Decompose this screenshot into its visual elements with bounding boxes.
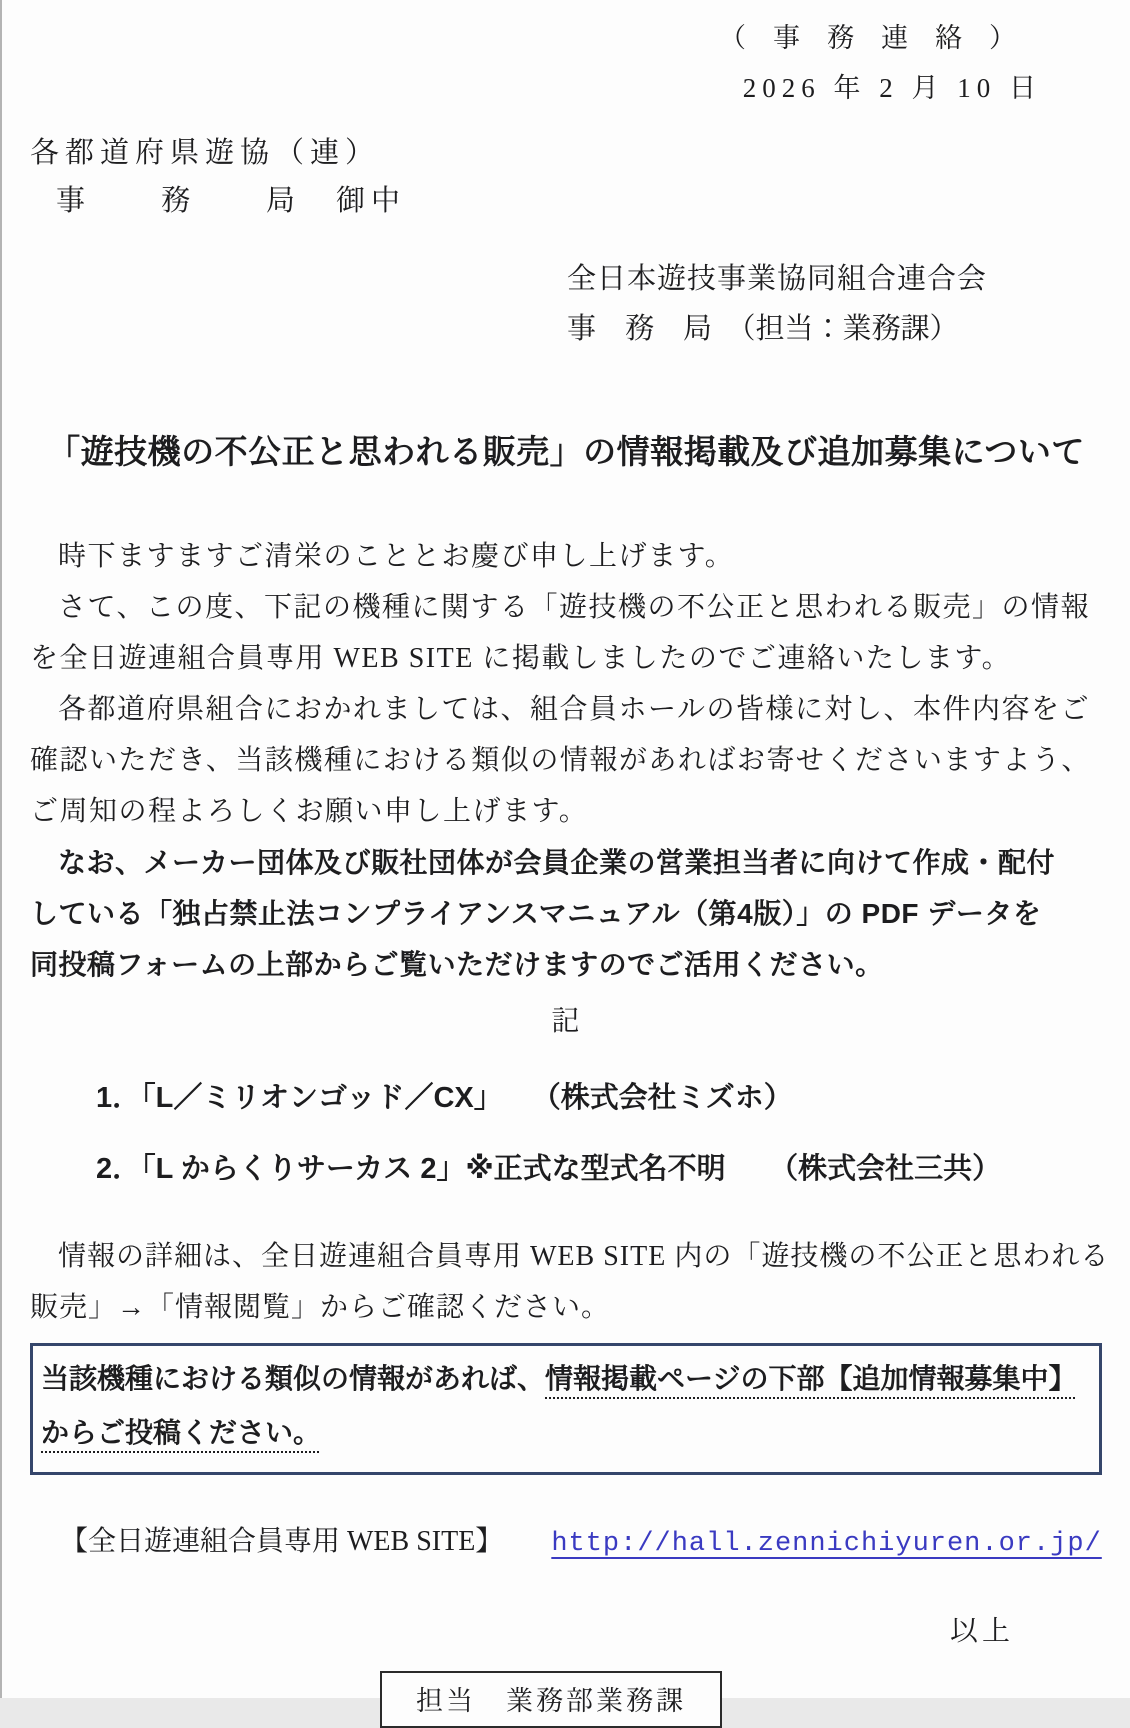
- website-label: 【全日遊連組合員専用 WEB SITE】: [60, 1526, 504, 1557]
- machine-list: [96, 1073, 1102, 1195]
- body-line: 時下ますますご清栄のこととお慶び申し上げます。: [58, 541, 735, 572]
- notice-box-underlined-text: からご投稿ください。: [41, 1417, 322, 1448]
- body-bold-line: している「独占禁止法コンプライアンスマニュアル（第4版）」の PDF データを: [30, 898, 1042, 929]
- detail-line: 販売」→「情報閲覧」からご確認ください。: [30, 1292, 611, 1323]
- body-line: 各都道府県組合におかれましては、組合員ホールの皆様に対し、本件内容をご: [58, 694, 1090, 725]
- machine-list-item: 2．「L からくりサーカス 2」※正式な型式名不明 （株式会社三共）: [96, 1153, 1002, 1185]
- recipient-office: 事 務 局 御中: [56, 185, 407, 217]
- notice-box-pre-text: 当該機種における類似の情報があれば、: [41, 1363, 546, 1394]
- footer-contact-box: 担当 業務部業務課: [380, 1671, 722, 1728]
- sender-dept: 事 務 局 （担当：業務課）: [567, 313, 959, 345]
- ki-record-marker: 記: [551, 1006, 581, 1037]
- notice-box-underlined-text: 情報掲載ページの下部【追加情報募集中】: [545, 1363, 1077, 1394]
- website-link[interactable]: http://hall.zennichiyuren.or.jp/: [551, 1529, 1102, 1559]
- notice-box-line: [41, 1406, 1091, 1460]
- body-line: ご周知の程よろしくお願い申し上げます。: [30, 796, 589, 827]
- detail-line: 情報の詳細は、全日遊連組合員専用 WEB SITE 内の「遊技機の不公正と思われる: [58, 1241, 1110, 1272]
- body-bold-line: なお、メーカー団体及び販社団体が会員企業の営業担当者に向けて作成・配付: [58, 847, 1055, 878]
- notice-box-line: [41, 1352, 1091, 1406]
- sender-block: [567, 258, 1102, 350]
- document-title: 「遊技機の不公正と思われる販売」の情報掲載及び追加募集について: [47, 433, 1085, 470]
- body-bold-line: 同投稿フォームの上部からご覧いただけますのでご活用ください。: [30, 949, 884, 980]
- body-line: 確認いただき、当該機種における類似の情報があればお寄せくださいますよう、: [30, 745, 1091, 776]
- body-line: さて、この度、下記の機種に関する「遊技機の不公正と思われる販売」の情報: [58, 592, 1090, 623]
- document-header: [30, 18, 1102, 108]
- detail-paragraph: [30, 1231, 1110, 1333]
- website-line: [60, 1519, 1102, 1567]
- notice-type-label: （ 事 務 連 絡 ）: [719, 23, 1016, 53]
- recipient-block: [30, 132, 1102, 222]
- sender-org: 全日本遊技事業協同組合連合会: [567, 263, 988, 295]
- document-body: [30, 531, 1102, 990]
- document-date: 2026 年 2 月 10 日: [742, 73, 1042, 103]
- recipient-org: 各都道府県遊協（連）: [30, 137, 381, 169]
- additional-info-notice-box: [30, 1343, 1102, 1475]
- closing-ijou: 以上: [949, 1616, 1014, 1647]
- body-line: を全日遊連組合員専用 WEB SITE に掲載しましたのでご連絡いたします。: [30, 643, 1012, 674]
- machine-list-item: 1．「L／ミリオンゴッド／CX」 （株式会社ミズホ）: [96, 1082, 793, 1114]
